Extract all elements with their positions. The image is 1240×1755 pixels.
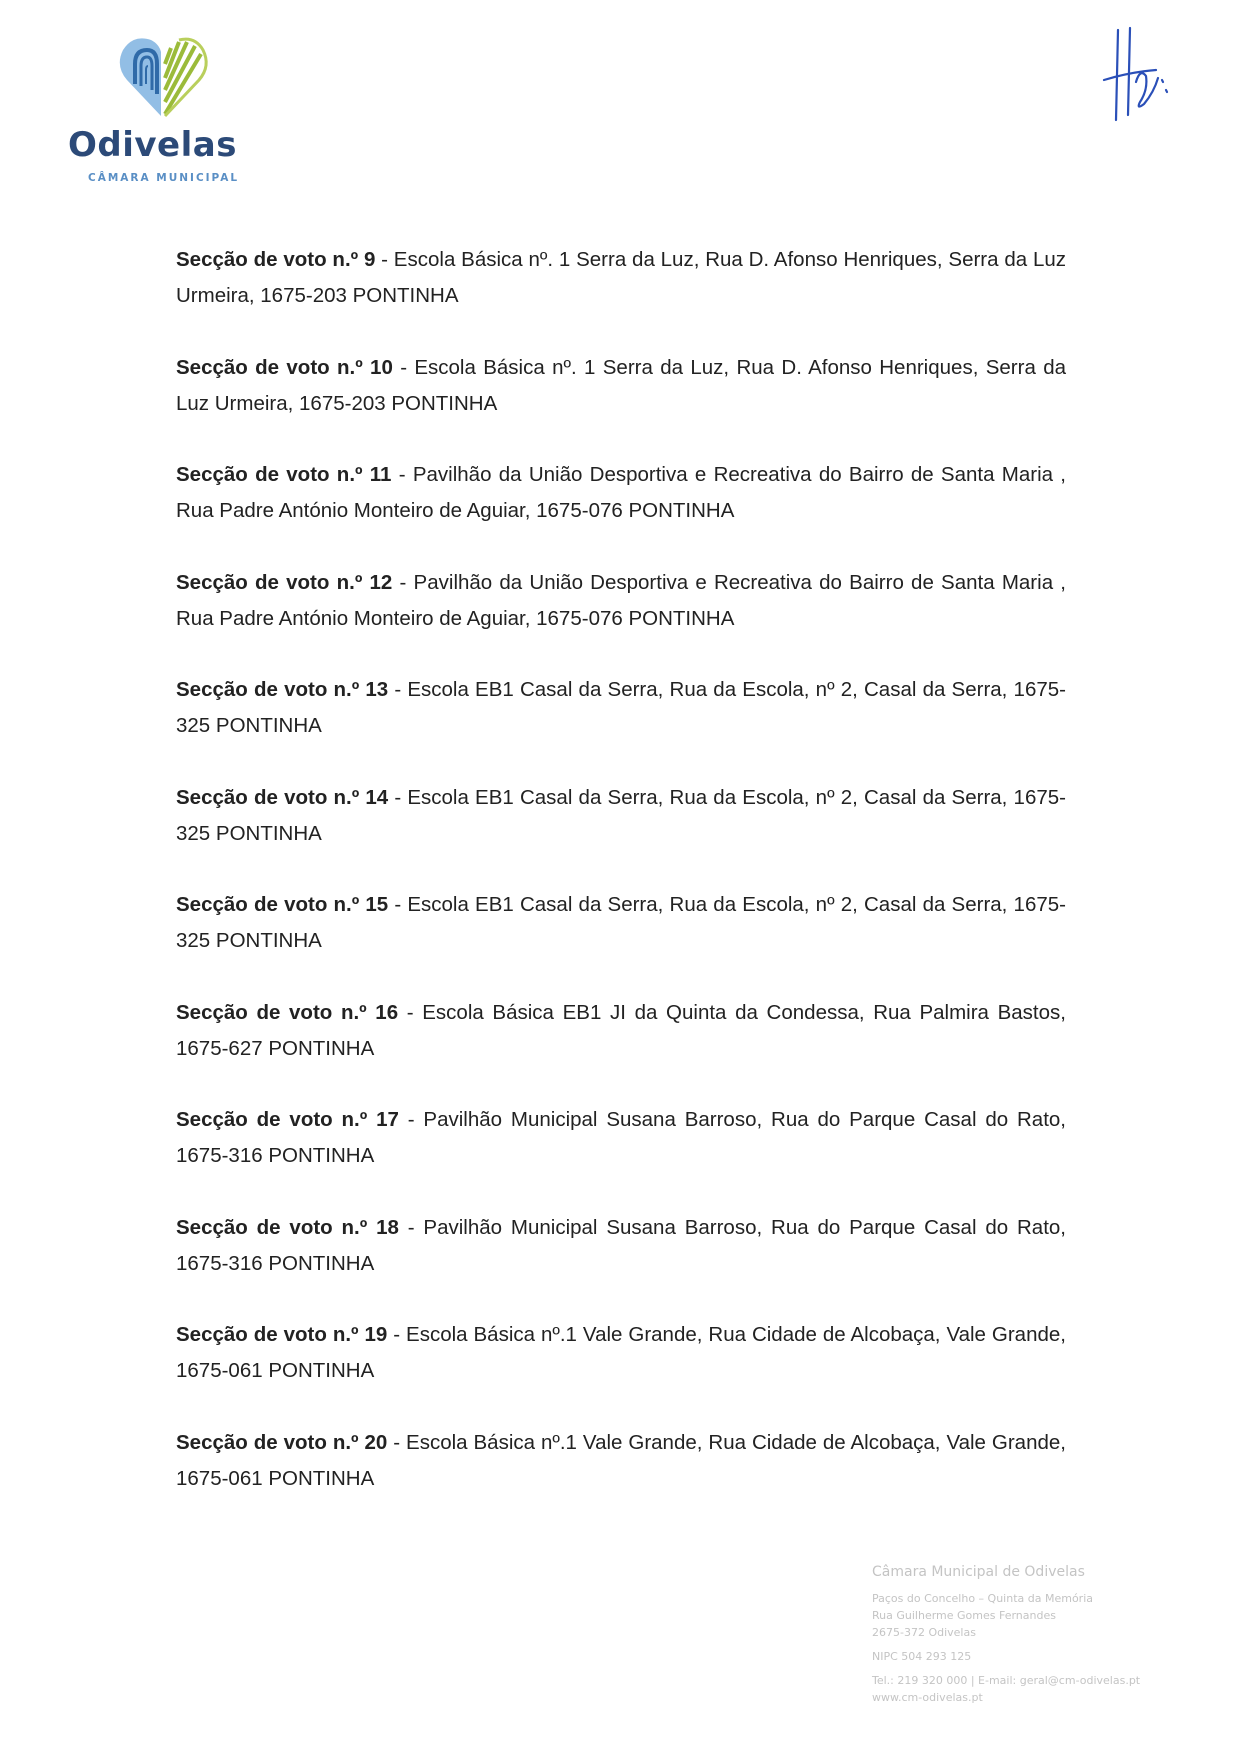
section-label: Secção de voto n.º 16 (176, 1000, 399, 1024)
handwritten-signature (1100, 20, 1180, 130)
section-address: - Escola EB1 Casal da Serra, Rua da Escola, nº 2, Casal da Serra, 1675-325 PONTINHA (176, 785, 1066, 845)
section-address: - Escola Básica nº. 1 Serra da Luz, Rua D. Afonso Henriques, Serra da Luz Urmeira, 1675-203 PONTINHA (176, 355, 1066, 415)
section-label: Secção de voto n.º 10 (176, 355, 393, 379)
footer-address-line: Paços do Concelho – Quinta da Memória (872, 1592, 1093, 1605)
odivelas-logo (68, 24, 268, 184)
footer-contact: Tel.: 219 320 000 | E-mail: geral@cm-odivelas.pt (872, 1674, 1141, 1687)
voting-section-entry (176, 1317, 1066, 1389)
section-address: - Pavilhão Municipal Susana Barroso, Rua do Parque Casal do Rato, 1675-316 PONTINHA (176, 1108, 1066, 1167)
logo-name: Odivelas (68, 125, 237, 165)
section-address: - Escola Básica nº.1 Vale Grande, Rua Cidade de Alcobaça, Vale Grande, 1675-061 PONTINHA (176, 1323, 1066, 1382)
voting-section-entry (176, 887, 1066, 959)
section-label: Secção de voto n.º 9 (176, 248, 376, 271)
section-label: Secção de voto n.º 20 (176, 1430, 388, 1454)
footer-title: Câmara Municipal de Odivelas (872, 1564, 1085, 1580)
section-label: Secção de voto n.º 19 (176, 1323, 388, 1346)
section-address: - Escola EB1 Casal da Serra, Rua da Escola, nº 2, Casal da Serra, 1675-325 PONTINHA (176, 678, 1066, 737)
section-address: - Escola EB1 Casal da Serra, Rua da Escola, nº 2, Casal da Serra, 1675-325 PONTINHA (176, 893, 1066, 952)
voting-sections-list (176, 242, 1066, 1532)
section-label: Secção de voto n.º 13 (176, 678, 389, 701)
footer-address-line: 2675-372 Odivelas (872, 1626, 976, 1639)
logo-subtitle: CÂMARA MUNICIPAL (88, 172, 240, 184)
section-label: Secção de voto n.º 12 (176, 570, 393, 594)
footer-nipc: NIPC 504 293 125 (872, 1650, 972, 1663)
voting-section-entry (176, 350, 1066, 422)
section-label: Secção de voto n.º 14 (176, 785, 389, 809)
voting-section-entry (176, 457, 1066, 529)
section-label: Secção de voto n.º 11 (176, 463, 392, 486)
section-label: Secção de voto n.º 17 (176, 1108, 399, 1131)
section-label: Secção de voto n.º 15 (176, 893, 389, 916)
footer-website: www.cm-odivelas.pt (872, 1691, 983, 1704)
voting-section-entry (176, 995, 1066, 1067)
section-address: - Escola Básica nº.1 Vale Grande, Rua Cidade de Alcobaça, Vale Grande, 1675-061 PONTINHA (176, 1430, 1066, 1490)
section-address: - Pavilhão Municipal Susana Barroso, Rua do Parque Casal do Rato, 1675-316 PONTINHA (176, 1215, 1066, 1275)
voting-section-entry (176, 565, 1066, 637)
section-address: - Pavilhão da União Desportiva e Recreativa do Bairro de Santa Maria , Rua Padre António Monteiro de Aguiar, 1675-076 PONTINHA (176, 463, 1067, 522)
footer-address-line: Rua Guilherme Gomes Fernandes (872, 1609, 1056, 1622)
voting-section-entry (176, 1210, 1066, 1282)
section-address: - Pavilhão da União Desportiva e Recreativa do Bairro de Santa Maria , Rua Padre António Monteiro de Aguiar, 1675-076 PONTINHA (176, 570, 1066, 630)
voting-section-entry (176, 1425, 1066, 1497)
section-address: - Escola Básica EB1 JI da Quinta da Condessa, Rua Palmira Bastos, 1675-627 PONTINHA (176, 1000, 1066, 1060)
footer-contact-block (872, 1562, 1212, 1706)
voting-section-entry (176, 780, 1066, 852)
voting-section-entry (176, 242, 1066, 314)
voting-section-entry (176, 672, 1066, 744)
section-label: Secção de voto n.º 18 (176, 1215, 399, 1239)
logo-emblem-icon (113, 24, 213, 124)
section-address: - Escola Básica nº. 1 Serra da Luz, Rua D. Afonso Henriques, Serra da Luz Urmeira, 1675-203 PONTINHA (176, 248, 1067, 307)
voting-section-entry (176, 1102, 1066, 1174)
